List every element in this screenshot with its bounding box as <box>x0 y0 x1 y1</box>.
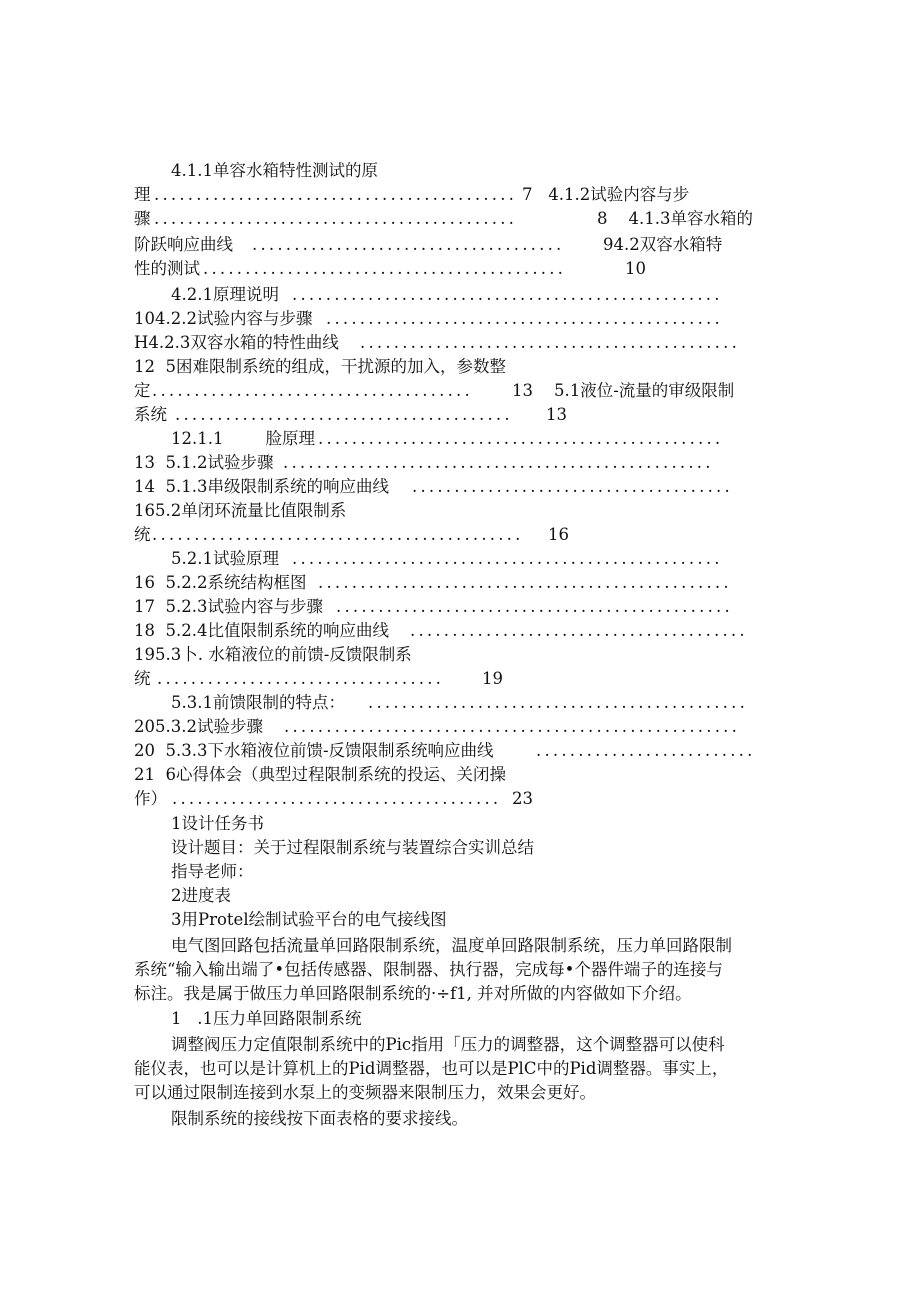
toc-leader: ............................................ <box>152 525 524 544</box>
toc-line <box>0 183 920 207</box>
paragraph-line: 电气图回路包括流量单回路限制系统，温度单回路限制系统，压力单回路限制 <box>171 936 732 955</box>
toc-leader: ........................................ <box>175 405 513 424</box>
toc-line <box>0 499 920 523</box>
toc-line <box>0 475 920 499</box>
toc-page: 8 4.1.3单容水箱的 <box>597 209 753 228</box>
design-title: 设计题目：关于过程限制系统与装置综合实训总结 <box>171 838 534 857</box>
toc-text: 统 <box>134 525 151 544</box>
toc-text: 系统 <box>134 405 173 424</box>
toc-text: 104.2.2试验内容与步骤 <box>134 309 318 328</box>
section-heading: 2进度表 <box>171 886 231 905</box>
paragraph-line: 可以通过限制连接到水泵上的变频器来限制压力，效果会更好。 <box>134 1083 596 1102</box>
toc-leader: ................................................ <box>318 429 724 448</box>
toc-leader: ..................................... <box>252 235 565 254</box>
toc-page: 7 4.1.2试验内容与步 <box>522 185 690 204</box>
paragraph-line: 标注。我是属于做压力单回路限制系统的·÷f1, 并对所做的内容做如下介绍。 <box>134 984 692 1003</box>
toc-leader: ............................................... <box>336 597 733 616</box>
toc-leader: ...................................... <box>412 477 733 496</box>
toc-text: 阶跃响应曲线 <box>134 235 239 254</box>
toc-line <box>0 451 920 475</box>
paragraph-line: 系统“输入输出端了•包括传感器、限制器、执行器，完成每•个器件端子的连接与 <box>134 960 723 979</box>
toc-leader: ................................................... <box>283 453 714 472</box>
toc-text: 作） <box>134 789 167 808</box>
toc-text: 性的测试 <box>134 259 200 278</box>
toc-line <box>0 619 920 643</box>
instructor-line: 指导老师： <box>171 862 254 881</box>
toc-text: 骤 <box>134 209 151 228</box>
toc-line <box>0 159 920 183</box>
toc-leader: .................................. <box>157 669 445 688</box>
toc-line <box>0 355 920 379</box>
section-heading: 1设计任务书 <box>171 814 264 833</box>
toc-leader: ...................................... <box>152 381 473 400</box>
toc-line <box>0 331 920 355</box>
toc-page: 10 <box>625 259 646 278</box>
toc-leader: ............................................. <box>368 693 749 712</box>
toc-line <box>0 739 920 763</box>
toc-text: 定 <box>134 381 151 400</box>
toc-text: 统 <box>134 669 156 688</box>
toc-line <box>0 667 920 691</box>
toc-text: 12.1.1 脸原理 <box>171 429 321 448</box>
toc-page: 16 <box>548 525 569 544</box>
toc-line <box>0 643 920 667</box>
toc-line <box>0 523 920 547</box>
toc-leader: ........................................ <box>410 621 748 640</box>
toc-line <box>0 787 920 811</box>
toc-leader: .......................... <box>536 741 756 760</box>
toc-line <box>0 257 920 281</box>
paragraph-line: 能仪表，也可以是计算机上的Pid调整器，也可以是PlC中的Pid调整器。事实上， <box>134 1059 729 1078</box>
toc-leader: ........................................... <box>154 185 518 204</box>
toc-text: 4.1.1单容水箱特性测试的原 <box>171 161 378 180</box>
toc-text: 12 5困难限制系统的组成，干扰源的加入，参数整 <box>134 357 506 376</box>
toc-page: 13 <box>546 405 567 424</box>
paragraph-line: 调整阀压力定值限制系统中的Pic指用「压力的调整器，这个调整器可以使科 <box>171 1035 725 1054</box>
toc-line <box>0 233 920 257</box>
toc-text: 18 5.2.4比值限制系统的响应曲线 <box>134 621 389 640</box>
toc-line <box>0 307 920 331</box>
toc-text: 165.2单闭环流量比值限制系 <box>134 501 347 520</box>
toc-page: 94.2双容水箱特 <box>603 235 723 254</box>
toc-text: 21 6心得体会（典型过程限制系统的投运、关闭操 <box>134 765 506 784</box>
toc-text: 195.3卜. 水箱液位的前馈-反馈限制系 <box>134 645 412 664</box>
toc-line <box>0 379 920 403</box>
toc-line <box>0 283 920 307</box>
toc-text: 16 5.2.2系统结构框图 <box>134 573 307 592</box>
toc-line <box>0 763 920 787</box>
toc-leader: ........................................... <box>154 209 518 228</box>
toc-text: 205.3.2试验步骤 <box>134 717 263 736</box>
paragraph-line: 限制系统的接线按下面表格的要求接线。 <box>171 1109 468 1128</box>
toc-text: 14 5.1.3串级限制系统的响应曲线 <box>134 477 389 496</box>
section-heading: 3用Protel绘制试验平台的电气接线图 <box>171 910 447 929</box>
toc-text: 13 5.1.2试验步骤 <box>134 453 274 472</box>
toc-text: H4.2.3双容水箱的特性曲线 <box>134 333 339 352</box>
toc-line <box>0 427 920 451</box>
toc-line <box>0 403 920 427</box>
toc-text: 17 5.2.3试验内容与步骤 <box>134 597 323 616</box>
toc-text: 4.2.1原理说明 <box>171 285 285 304</box>
toc-leader: ............................................. <box>360 333 741 352</box>
toc-leader: ................................................. <box>318 573 732 592</box>
toc-leader: ................................................... <box>292 549 723 568</box>
toc-leader: ........................................... <box>203 259 567 278</box>
toc-page: 13 5.1液位-流量的审级限制 <box>512 381 735 400</box>
toc-leader: ...................................................... <box>284 717 741 736</box>
toc-leader: ....................................... <box>172 789 502 808</box>
toc-line <box>0 571 920 595</box>
toc-line <box>0 547 920 571</box>
toc-page: 23 <box>512 789 533 808</box>
toc-leader: ................................................... <box>292 285 723 304</box>
toc-line <box>0 207 920 231</box>
toc-leader: ............................................... <box>326 309 723 328</box>
toc-text: 5.3.1前馈限制的特点： <box>171 693 356 712</box>
toc-text: 20 5.3.3下水箱液位前馈-反馈限制系统响应曲线 <box>134 741 494 760</box>
toc-line <box>0 595 920 619</box>
toc-text: 5.2.1试验原理 <box>171 549 285 568</box>
subsection-heading: 1 .1压力单回路限制系统 <box>171 1009 362 1028</box>
toc-line <box>0 715 920 739</box>
toc-text: 理 <box>134 185 151 204</box>
toc-line <box>0 691 920 715</box>
toc-page: 19 <box>482 669 503 688</box>
